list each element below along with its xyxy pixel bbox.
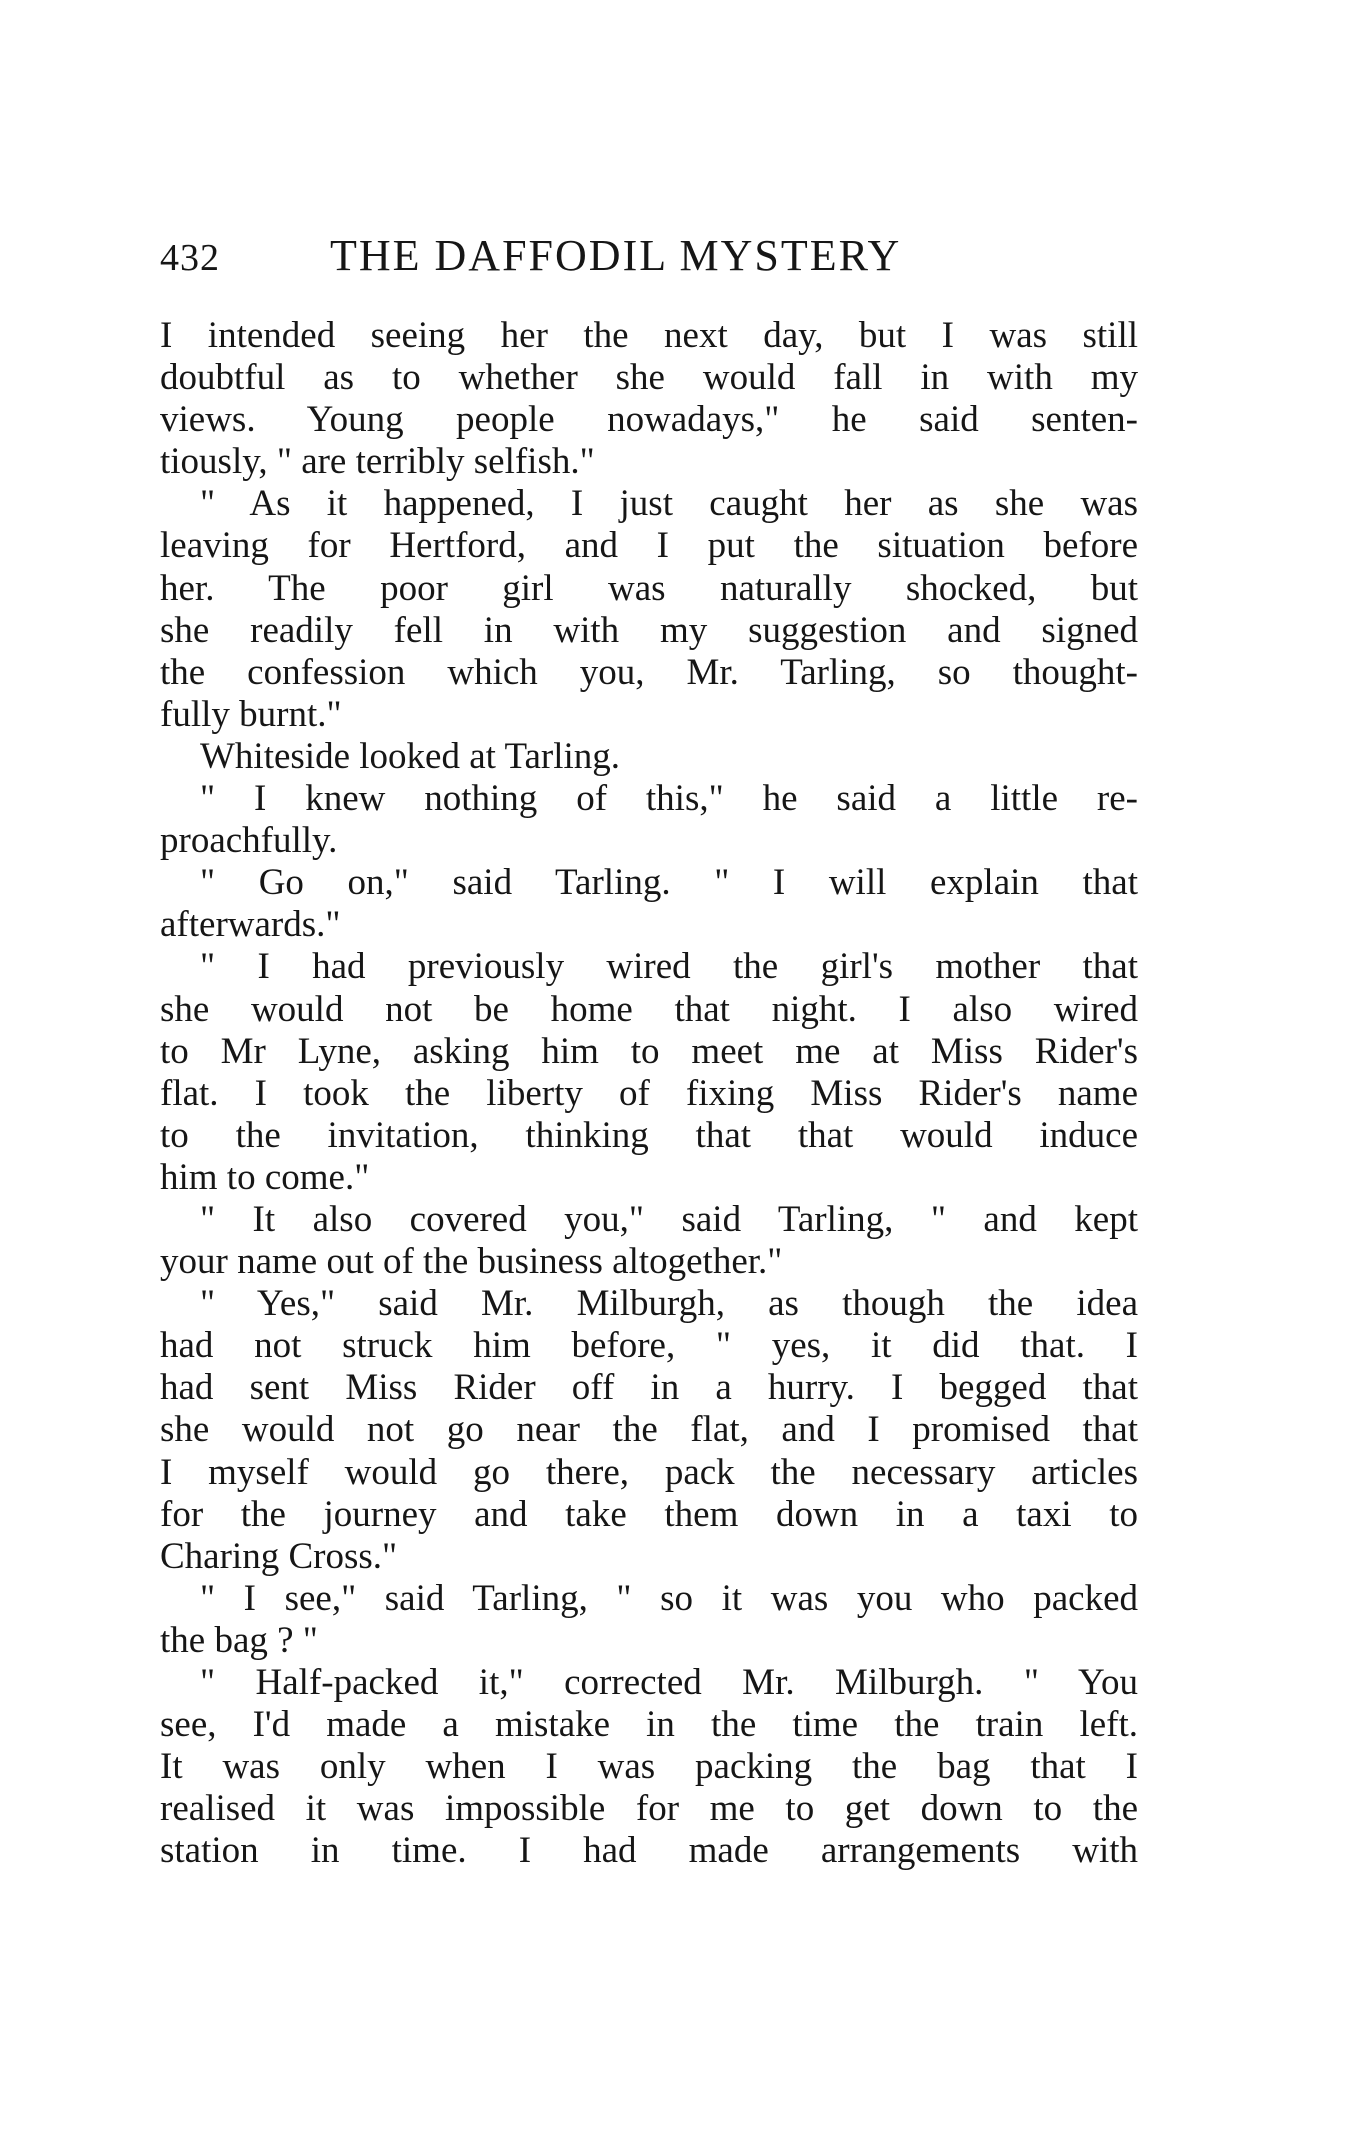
text-line: had not struck him before, " yes, it did that. I bbox=[160, 1325, 1138, 1367]
text-line: " I see," said Tarling, " so it was you who packed bbox=[200, 1577, 1138, 1619]
text-line: " I had previously wired the girl's mother that bbox=[200, 946, 1138, 988]
running-head bbox=[160, 226, 1140, 286]
running-title: THE DAFFODIL MYSTERY bbox=[330, 231, 902, 280]
text-line: leaving for Hertford, and I put the situation before bbox=[160, 525, 1138, 567]
text-line: " It also covered you," said Tarling, " and kept bbox=[200, 1198, 1138, 1240]
text-line: to the invitation, thinking that that would induce bbox=[160, 1114, 1138, 1156]
text-line: had sent Miss Rider off in a hurry. I begged that bbox=[160, 1367, 1138, 1409]
text-line: him to come." bbox=[160, 1156, 370, 1198]
text-line: " Go on," said Tarling. " I will explain that bbox=[200, 862, 1138, 904]
text-line: Whiteside looked at Tarling. bbox=[200, 735, 621, 777]
text-line: she would not go near the flat, and I promised that bbox=[160, 1409, 1138, 1451]
text-line: views. Young people nowadays," he said senten- bbox=[160, 399, 1138, 441]
text-line: I myself would go there, pack the necessary articles bbox=[160, 1451, 1138, 1493]
text-line: her. The poor girl was naturally shocked, but bbox=[160, 567, 1138, 609]
text-line: she would not be home that night. I also wired bbox=[160, 988, 1138, 1030]
text-line: " Half-packed it," corrected Mr. Milburgh. " You bbox=[200, 1662, 1138, 1703]
text-line: the bag ? " bbox=[160, 1619, 318, 1661]
text-line: " As it happened, I just caught her as she was bbox=[200, 483, 1138, 525]
text-line: tiously, " are terribly selfish." bbox=[160, 441, 595, 483]
text-line: fully burnt." bbox=[160, 693, 342, 735]
body-text bbox=[160, 315, 1138, 1872]
text-line: for the journey and take them down in a taxi to bbox=[160, 1493, 1138, 1535]
text-line: afterwards." bbox=[160, 904, 341, 946]
text-line: " Yes," said Mr. Milburgh, as though the idea bbox=[200, 1283, 1138, 1325]
text-line: station in time. I had made arrangements with bbox=[160, 1830, 1138, 1872]
text-line: proachfully. bbox=[160, 820, 338, 862]
text-line: flat. I took the liberty of fixing Miss Rider's name bbox=[160, 1072, 1138, 1114]
text-line: your name out of the business altogether." bbox=[160, 1241, 783, 1283]
text-line: I intended seeing her the next day, but I was still bbox=[160, 315, 1138, 356]
text-line: Charing Cross." bbox=[160, 1535, 398, 1577]
text-line: doubtful as to whether she would fall in with my bbox=[160, 357, 1138, 399]
text-line: to Mr Lyne, asking him to meet me at Miss Rider's bbox=[160, 1030, 1138, 1072]
text-line: she readily fell in with my suggestion and signed bbox=[160, 609, 1138, 651]
text-line: realised it was impossible for me to get down to the bbox=[160, 1788, 1138, 1830]
text-line: the confession which you, Mr. Tarling, so thought- bbox=[160, 651, 1138, 693]
page-number: 432 bbox=[160, 237, 220, 279]
text-line: " I knew nothing of this," he said a little re- bbox=[200, 778, 1138, 820]
text-line: see, I'd made a mistake in the time the train left. bbox=[160, 1704, 1138, 1746]
text-line: It was only when I was packing the bag that I bbox=[160, 1746, 1138, 1788]
